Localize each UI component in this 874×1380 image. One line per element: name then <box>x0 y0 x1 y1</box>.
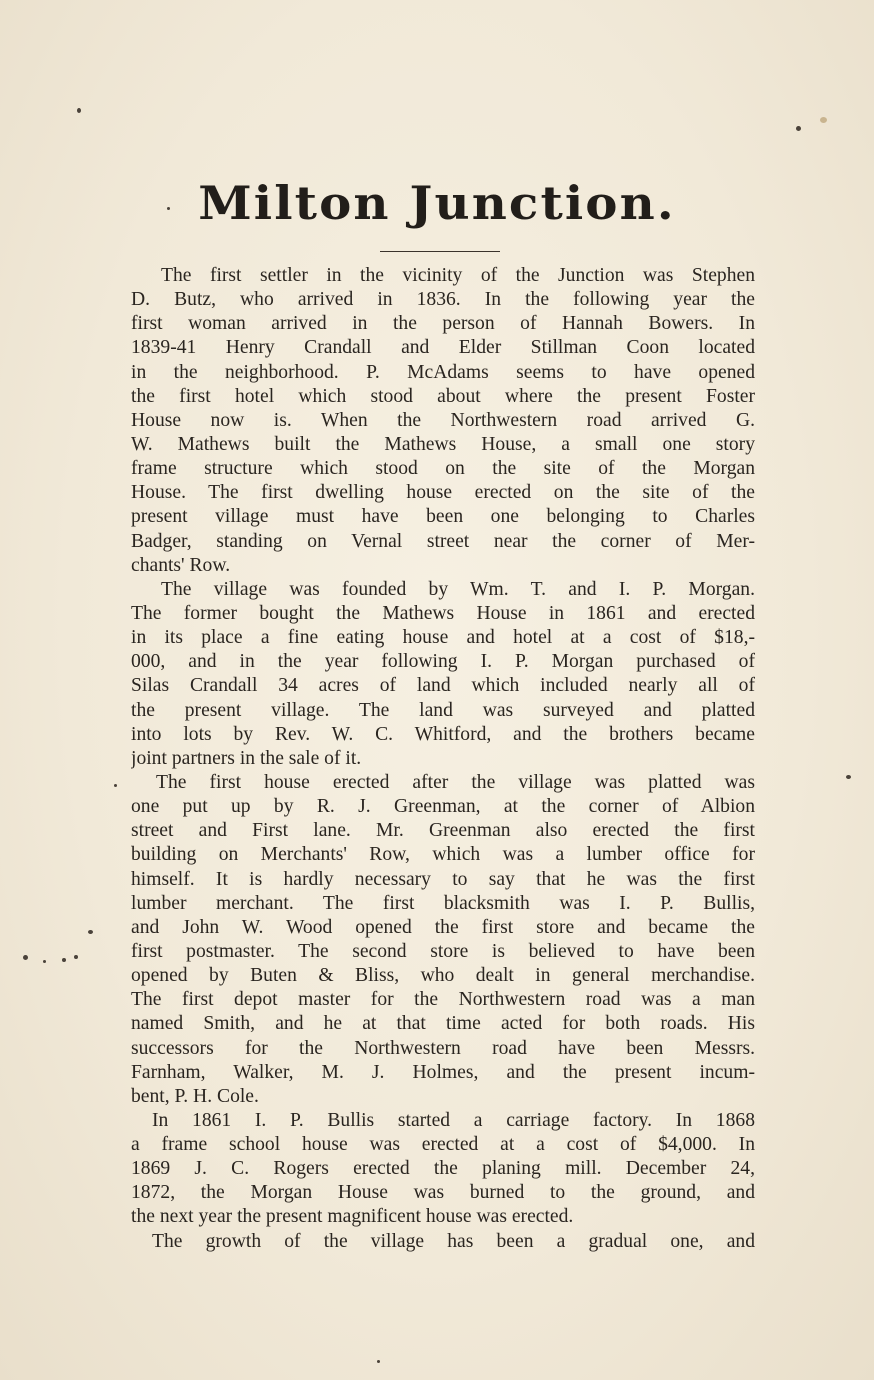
body-text <box>131 264 755 1254</box>
text-line: W. Mathews built the Mathews House, a small one story <box>131 433 755 455</box>
text-line: named Smith, and he at that time acted for both roads. His <box>131 1013 755 1035</box>
text-line: first postmaster. The second store is believed to have been <box>131 940 755 962</box>
text-line: and John W. Wood opened the first store and became the <box>131 916 755 938</box>
text-line: lumber merchant. The first blacksmith was I. P. Bullis, <box>131 892 755 914</box>
title-rule <box>380 251 500 252</box>
page-speck <box>377 1360 380 1363</box>
text-line: in the neighborhood. P. McAdams seems to have opened <box>131 361 755 383</box>
text-line: successors for the Northwestern road have been Messrs. <box>131 1037 755 1059</box>
text-line: In 1861 I. P. Bullis started a carriage factory. In 1868 <box>152 1109 755 1131</box>
text-line: into lots by Rev. W. C. Whitford, and the brothers became <box>131 723 755 745</box>
text-line: a frame school house was erected at a cost of $4,000. In <box>131 1134 755 1156</box>
text-line: joint partners in the sale of it. <box>131 747 362 769</box>
text-line: Badger, standing on Vernal street near the corner of Mer- <box>131 530 755 552</box>
text-line: 000, and in the year following I. P. Morgan purchased of <box>131 651 755 673</box>
text-line: 1869 J. C. Rogers erected the planing mill. December 24, <box>131 1158 755 1180</box>
page-speck <box>43 960 46 963</box>
text-line: frame structure which stood on the site of the Morgan <box>131 458 755 480</box>
text-line: one put up by R. J. Greenman, at the corner of Albion <box>131 796 755 818</box>
text-line: The first depot master for the Northwestern road was a man <box>131 989 755 1011</box>
text-line: Silas Crandall 34 acres of land which included nearly all of <box>131 675 755 697</box>
page-speck <box>846 775 851 779</box>
page-speck <box>77 108 81 113</box>
text-line: The growth of the village has been a gradual one, and <box>152 1230 755 1252</box>
page-title: Milton Junction. <box>198 176 676 230</box>
page-speck <box>820 117 827 123</box>
text-line: the next year the present magnificent house was erected. <box>131 1206 574 1228</box>
text-line: the first hotel which stood about where the present Foster <box>131 385 755 407</box>
text-line: The village was founded by Wm. T. and I. P. Morgan. <box>161 578 755 600</box>
text-line: D. Butz, who arrived in 1836. In the following year the <box>131 289 755 311</box>
text-line: House now is. When the Northwestern road arrived G. <box>131 409 755 431</box>
text-line: 1839-41 Henry Crandall and Elder Stillman Coon located <box>131 337 755 359</box>
text-line: in its place a fine eating house and hotel at a cost of $18,- <box>131 627 755 649</box>
page-speck <box>23 955 28 960</box>
text-line: first woman arrived in the person of Hannah Bowers. In <box>131 313 755 335</box>
text-line: the present village. The land was surveyed and platted <box>131 699 755 721</box>
text-line: 1872, the Morgan House was burned to the ground, and <box>131 1182 755 1204</box>
page-speck <box>114 784 117 787</box>
text-line: chants' Row. <box>131 554 231 576</box>
text-line: opened by Buten & Bliss, who dealt in general merchandise. <box>131 965 755 987</box>
text-line: The first settler in the vicinity of the Junction was Stephen <box>161 265 755 286</box>
text-line: The first house erected after the village was platted was <box>156 771 755 793</box>
text-line: bent, P. H. Cole. <box>131 1085 259 1107</box>
page-speck <box>62 958 66 962</box>
text-line: himself. It is hardly necessary to say that he was the first <box>131 868 755 890</box>
text-line: The former bought the Mathews House in 1861 and erected <box>131 602 755 624</box>
page-speck <box>74 955 78 959</box>
text-line: building on Merchants' Row, which was a lumber office for <box>131 844 755 866</box>
page-speck <box>796 126 801 131</box>
page-speck <box>88 930 93 934</box>
text-line: Farnham, Walker, M. J. Holmes, and the present incum- <box>131 1061 755 1083</box>
text-line: present village must have been one belonging to Charles <box>131 506 755 528</box>
text-line: street and First lane. Mr. Greenman also erected the first <box>131 820 755 842</box>
text-line: House. The first dwelling house erected on the site of the <box>131 482 755 504</box>
